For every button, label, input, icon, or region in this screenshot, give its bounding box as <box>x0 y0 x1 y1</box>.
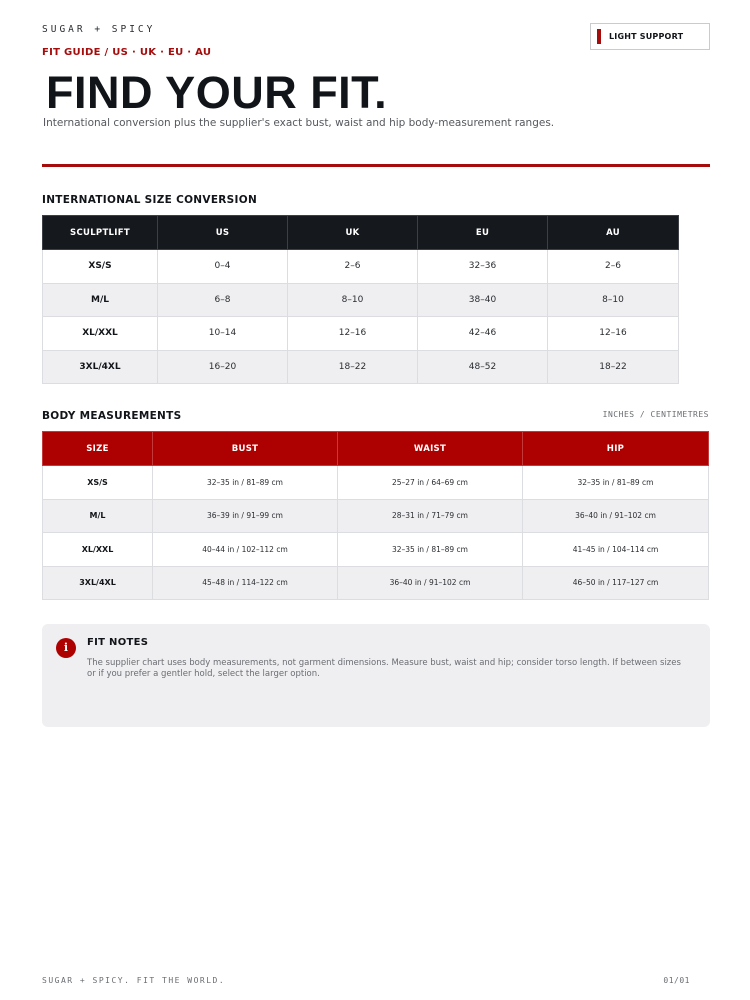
table-cell: 18–22 <box>548 350 679 384</box>
table-header-row <box>43 216 679 250</box>
column-header: HIP <box>523 432 709 466</box>
table-cell: 32–35 in / 81–89 cm <box>338 533 523 567</box>
table-row <box>43 250 679 284</box>
page-number: 01/01 <box>663 976 690 985</box>
column-header: WAIST <box>338 432 523 466</box>
table-cell: 6–8 <box>158 283 288 317</box>
fit-guide-kicker: FIT GUIDE / US · UK · EU · AU <box>42 47 212 58</box>
size-cell: XL/XXL <box>43 317 158 351</box>
table-row <box>43 283 679 317</box>
column-header: EU <box>418 216 548 250</box>
size-cell: XS/S <box>43 466 153 500</box>
table-cell: 46–50 in / 117–127 cm <box>523 566 709 600</box>
table-cell: 12–16 <box>548 317 679 351</box>
table-cell: 10–14 <box>158 317 288 351</box>
table-row <box>43 466 709 500</box>
table-row <box>43 317 679 351</box>
header-divider <box>42 164 710 167</box>
table-cell: 42–46 <box>418 317 548 351</box>
column-header: UK <box>288 216 418 250</box>
column-header: SIZE <box>43 432 153 466</box>
table-cell: 45–48 in / 114–122 cm <box>153 566 338 600</box>
size-cell: M/L <box>43 499 153 533</box>
table-cell: 32–35 in / 81–89 cm <box>523 466 709 500</box>
size-cell: 3XL/4XL <box>43 350 158 384</box>
fit-notes-title: FIT NOTES <box>87 637 149 648</box>
table-row <box>43 566 709 600</box>
fit-notes-body: The supplier chart uses body measurements, not garment dimensions. Measure bust, waist and hip; consider torso length. If between sizes or if you prefer a gentler hold, select the larger option. <box>87 658 681 679</box>
table-cell: 8–10 <box>548 283 679 317</box>
table-cell: 8–10 <box>288 283 418 317</box>
table-header-row <box>43 432 709 466</box>
support-level-badge <box>590 23 710 50</box>
column-header: SCULPTLIFT <box>43 216 158 250</box>
table-row <box>43 499 709 533</box>
badge-accent-bar <box>597 29 601 44</box>
table-cell: 2–6 <box>548 250 679 284</box>
column-header: BUST <box>153 432 338 466</box>
table-cell: 36–40 in / 91–102 cm <box>523 499 709 533</box>
table-cell: 40–44 in / 102–112 cm <box>153 533 338 567</box>
table-row <box>43 350 679 384</box>
size-cell: M/L <box>43 283 158 317</box>
table-cell: 16–20 <box>158 350 288 384</box>
size-cell: 3XL/4XL <box>43 566 153 600</box>
unit-note: INCHES / CENTIMETRES <box>602 410 709 419</box>
measurements-section-title: BODY MEASUREMENTS <box>42 410 182 422</box>
size-cell: XL/XXL <box>43 533 153 567</box>
table-cell: 18–22 <box>288 350 418 384</box>
fit-notes-panel <box>42 624 710 727</box>
table-cell: 2–6 <box>288 250 418 284</box>
column-header: AU <box>548 216 679 250</box>
table-cell: 28–31 in / 71–79 cm <box>338 499 523 533</box>
table-cell: 0–4 <box>158 250 288 284</box>
badge-label: LIGHT SUPPORT <box>609 32 684 41</box>
column-header: US <box>158 216 288 250</box>
size-conversion-table <box>42 215 679 384</box>
footer-tagline: SUGAR + SPICY. FIT THE WORLD. <box>42 976 226 985</box>
table-cell: 32–35 in / 81–89 cm <box>153 466 338 500</box>
table-cell: 25–27 in / 64–69 cm <box>338 466 523 500</box>
brand-name: SUGAR + SPICY <box>42 24 156 35</box>
table-cell: 32–36 <box>418 250 548 284</box>
table-row <box>43 533 709 567</box>
info-icon: i <box>56 638 76 658</box>
conversion-section-title: INTERNATIONAL SIZE CONVERSION <box>42 194 258 206</box>
table-cell: 36–39 in / 91–99 cm <box>153 499 338 533</box>
table-cell: 48–52 <box>418 350 548 384</box>
table-cell: 36–40 in / 91–102 cm <box>338 566 523 600</box>
table-cell: 41–45 in / 104–114 cm <box>523 533 709 567</box>
page-title: FIND YOUR FIT. <box>46 67 388 118</box>
table-cell: 38–40 <box>418 283 548 317</box>
body-measurements-table <box>42 431 709 600</box>
size-cell: XS/S <box>43 250 158 284</box>
table-cell: 12–16 <box>288 317 418 351</box>
page-subtitle: International conversion plus the supplier's exact bust, waist and hip body-measurement ranges. <box>43 117 555 129</box>
